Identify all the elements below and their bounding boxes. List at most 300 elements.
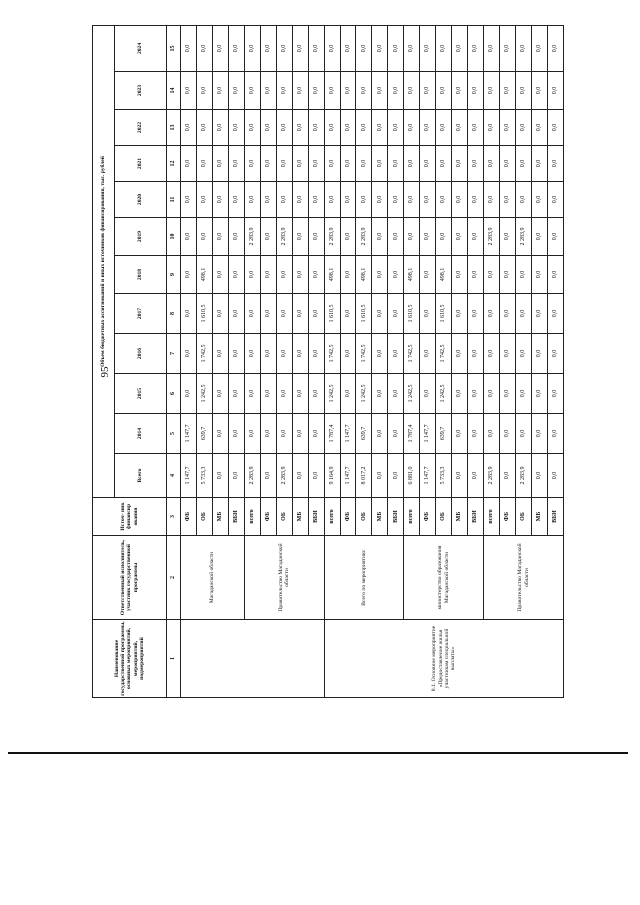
value-cell: 0,0 xyxy=(500,110,516,146)
value-cell: 0,0 xyxy=(244,334,260,374)
value-cell: 0,0 xyxy=(228,182,244,218)
value-cell: 639,7 xyxy=(196,414,212,454)
value-cell: 6 881,0 xyxy=(404,454,420,498)
value-cell: 0,0 xyxy=(276,146,292,182)
value-cell: 0,0 xyxy=(308,25,324,71)
value-cell: 0,0 xyxy=(500,334,516,374)
value-cell: 0,0 xyxy=(212,25,228,71)
value-cell: 0,0 xyxy=(388,294,404,334)
value-cell: 0,0 xyxy=(181,218,197,256)
value-cell: 0,0 xyxy=(388,256,404,294)
value-cell: 0,0 xyxy=(531,146,547,182)
value-cell: 0,0 xyxy=(531,334,547,374)
value-cell: 0,0 xyxy=(308,256,324,294)
value-cell: 0,0 xyxy=(468,146,484,182)
value-cell: 0,0 xyxy=(404,72,420,110)
executor-cell: Всего по мероприятию: xyxy=(324,536,404,620)
value-cell: 2 283,9 xyxy=(516,218,532,256)
value-cell: 0,0 xyxy=(452,454,468,498)
value-cell: 0,0 xyxy=(260,334,276,374)
value-cell: 0,0 xyxy=(324,110,340,146)
value-cell: 0,0 xyxy=(516,374,532,414)
value-cell: 0,0 xyxy=(388,218,404,256)
value-cell: 0,0 xyxy=(228,146,244,182)
executor-cell: министерство образования Магаданской области xyxy=(404,536,484,620)
value-cell: 0,0 xyxy=(468,256,484,294)
source-cell: ВБИ xyxy=(547,498,563,536)
value-cell: 0,0 xyxy=(388,110,404,146)
value-cell: 0,0 xyxy=(212,454,228,498)
value-cell: 0,0 xyxy=(436,146,452,182)
value-cell: 1 242,5 xyxy=(404,374,420,414)
value-cell: 0,0 xyxy=(196,110,212,146)
index-cell-2: 2 xyxy=(167,536,181,620)
value-cell: 2 283,9 xyxy=(276,218,292,256)
header-year-5: 2018 xyxy=(115,256,167,294)
value-cell: 9 164,9 xyxy=(324,454,340,498)
activity-name-cell xyxy=(181,620,325,698)
value-cell: 0,0 xyxy=(484,25,500,71)
value-cell: 0,0 xyxy=(292,414,308,454)
value-cell: 0,0 xyxy=(228,294,244,334)
value-cell: 0,0 xyxy=(531,256,547,294)
value-cell: 0,0 xyxy=(276,374,292,414)
value-cell: 0,0 xyxy=(420,218,436,256)
value-cell: 0,0 xyxy=(228,374,244,414)
value-cell: 0,0 xyxy=(308,454,324,498)
value-cell: 0,0 xyxy=(372,374,388,414)
source-cell: всего xyxy=(324,498,340,536)
source-cell: ОБ xyxy=(436,498,452,536)
table-row xyxy=(484,25,500,697)
value-cell: 0,0 xyxy=(308,374,324,414)
value-cell: 0,0 xyxy=(244,146,260,182)
value-cell: 0,0 xyxy=(340,256,356,294)
value-cell: 0,0 xyxy=(340,146,356,182)
value-cell: 2 283,9 xyxy=(484,454,500,498)
header-year-11: 2024 xyxy=(115,25,167,71)
value-cell: 0,0 xyxy=(531,72,547,110)
value-cell: 0,0 xyxy=(500,25,516,71)
value-cell: 0,0 xyxy=(372,256,388,294)
source-cell: МБ xyxy=(292,498,308,536)
value-cell: 498,1 xyxy=(196,256,212,294)
value-cell: 0,0 xyxy=(516,25,532,71)
value-cell: 0,0 xyxy=(340,182,356,218)
index-cell-1: 1 xyxy=(167,620,181,698)
value-cell: 0,0 xyxy=(484,146,500,182)
value-cell: 2 283,9 xyxy=(244,454,260,498)
value-cell: 0,0 xyxy=(420,334,436,374)
value-cell: 0,0 xyxy=(324,182,340,218)
value-cell: 0,0 xyxy=(181,146,197,182)
value-cell: 0,0 xyxy=(547,334,563,374)
value-cell: 0,0 xyxy=(276,256,292,294)
index-cell-14: 14 xyxy=(167,72,181,110)
value-cell: 0,0 xyxy=(276,72,292,110)
value-cell: 0,0 xyxy=(452,374,468,414)
value-cell: 0,0 xyxy=(324,25,340,71)
value-cell: 0,0 xyxy=(181,256,197,294)
value-cell: 0,0 xyxy=(547,218,563,256)
page-number-text: 95 xyxy=(99,366,111,378)
value-cell: 0,0 xyxy=(516,294,532,334)
value-cell: 498,1 xyxy=(404,256,420,294)
value-cell: 0,0 xyxy=(547,182,563,218)
source-cell: МБ xyxy=(372,498,388,536)
value-cell: 0,0 xyxy=(276,110,292,146)
value-cell: 0,0 xyxy=(228,454,244,498)
value-cell: 0,0 xyxy=(308,414,324,454)
value-cell: 0,0 xyxy=(452,110,468,146)
value-cell: 0,0 xyxy=(404,146,420,182)
value-cell: 0,0 xyxy=(276,25,292,71)
value-cell: 0,0 xyxy=(244,182,260,218)
value-cell: 0,0 xyxy=(500,72,516,110)
value-cell: 0,0 xyxy=(340,334,356,374)
value-cell: 0,0 xyxy=(484,110,500,146)
value-cell: 0,0 xyxy=(308,182,324,218)
value-cell: 0,0 xyxy=(308,110,324,146)
header-year-0: Всего xyxy=(115,454,167,498)
value-cell: 0,0 xyxy=(212,256,228,294)
header-source-column: Источ- ник финансир ования xyxy=(93,498,167,536)
value-cell: 1 610,5 xyxy=(404,294,420,334)
value-cell: 0,0 xyxy=(547,25,563,71)
value-cell: 0,0 xyxy=(516,334,532,374)
value-cell: 0,0 xyxy=(292,256,308,294)
index-cell-15: 15 xyxy=(167,25,181,71)
value-cell: 0,0 xyxy=(212,374,228,414)
value-cell: 1 242,5 xyxy=(324,374,340,414)
value-cell: 0,0 xyxy=(260,294,276,334)
value-cell: 0,0 xyxy=(388,25,404,71)
value-cell: 0,0 xyxy=(212,146,228,182)
value-cell: 0,0 xyxy=(484,294,500,334)
value-cell: 2 283,9 xyxy=(276,454,292,498)
value-cell: 0,0 xyxy=(388,334,404,374)
value-cell: 0,0 xyxy=(516,256,532,294)
value-cell: 0,0 xyxy=(372,454,388,498)
index-cell-12: 12 xyxy=(167,146,181,182)
source-cell: ОБ xyxy=(516,498,532,536)
value-cell: 498,1 xyxy=(436,256,452,294)
value-cell: 0,0 xyxy=(244,25,260,71)
header-year-3: 2016 xyxy=(115,334,167,374)
value-cell: 0,0 xyxy=(372,146,388,182)
index-cell-9: 9 xyxy=(167,256,181,294)
value-cell: 498,1 xyxy=(356,256,372,294)
value-cell: 0,0 xyxy=(531,25,547,71)
value-cell: 0,0 xyxy=(516,146,532,182)
value-cell: 1 147,7 xyxy=(340,454,356,498)
value-cell: 0,0 xyxy=(484,414,500,454)
value-cell: 0,0 xyxy=(547,414,563,454)
table-row xyxy=(244,25,260,697)
value-cell: 5 733,3 xyxy=(196,454,212,498)
value-cell: 0,0 xyxy=(468,454,484,498)
value-cell: 0,0 xyxy=(181,294,197,334)
value-cell: 5 733,3 xyxy=(436,454,452,498)
value-cell: 0,0 xyxy=(452,25,468,71)
value-cell: 0,0 xyxy=(500,218,516,256)
value-cell: 0,0 xyxy=(181,25,197,71)
value-cell: 0,0 xyxy=(436,182,452,218)
index-cell-5: 5 xyxy=(167,414,181,454)
value-cell: 0,0 xyxy=(452,334,468,374)
value-cell: 1 610,5 xyxy=(324,294,340,334)
value-cell: 0,0 xyxy=(356,25,372,71)
header-executor-column: Ответственный исполнитель, участник государственной программы xyxy=(93,536,167,620)
value-cell: 0,0 xyxy=(244,374,260,414)
value-cell: 0,0 xyxy=(228,72,244,110)
executor-cell: Магаданской области xyxy=(181,536,245,620)
value-cell: 0,0 xyxy=(276,414,292,454)
value-cell: 0,0 xyxy=(308,72,324,110)
value-cell: 0,0 xyxy=(372,218,388,256)
value-cell: 0,0 xyxy=(276,182,292,218)
value-cell: 0,0 xyxy=(404,218,420,256)
value-cell: 0,0 xyxy=(292,146,308,182)
value-cell: 0,0 xyxy=(452,72,468,110)
value-cell: 0,0 xyxy=(500,256,516,294)
value-cell: 0,0 xyxy=(356,182,372,218)
value-cell: 0,0 xyxy=(260,182,276,218)
value-cell: 0,0 xyxy=(420,256,436,294)
value-cell: 0,0 xyxy=(356,72,372,110)
value-cell: 0,0 xyxy=(196,25,212,71)
value-cell: 0,0 xyxy=(244,294,260,334)
value-cell: 0,0 xyxy=(212,218,228,256)
value-cell: 2 283,9 xyxy=(244,218,260,256)
value-cell: 0,0 xyxy=(260,72,276,110)
value-cell: 0,0 xyxy=(531,454,547,498)
source-cell: ВБИ xyxy=(308,498,324,536)
value-cell: 0,0 xyxy=(212,414,228,454)
source-cell: ФБ xyxy=(181,498,197,536)
table-row xyxy=(404,25,420,697)
activity-name-cell: 8.1. Основное мероприятие «Предоставление жилья участникам специальной выплаты» xyxy=(324,620,563,698)
value-cell: 639,7 xyxy=(356,414,372,454)
source-cell: ОБ xyxy=(196,498,212,536)
value-cell: 0,0 xyxy=(500,414,516,454)
source-cell: ФБ xyxy=(340,498,356,536)
value-cell: 0,0 xyxy=(468,334,484,374)
source-cell: МБ xyxy=(531,498,547,536)
value-cell: 1 147,7 xyxy=(420,454,436,498)
value-cell: 0,0 xyxy=(404,182,420,218)
index-cell-13: 13 xyxy=(167,110,181,146)
value-cell: 8 017,2 xyxy=(356,454,372,498)
value-cell: 0,0 xyxy=(516,110,532,146)
value-cell: 0,0 xyxy=(531,218,547,256)
header-year-1: 2014 xyxy=(115,414,167,454)
value-cell: 0,0 xyxy=(531,374,547,414)
value-cell: 1 610,5 xyxy=(436,294,452,334)
value-cell: 0,0 xyxy=(388,454,404,498)
value-cell: 0,0 xyxy=(404,25,420,71)
value-cell: 0,0 xyxy=(340,72,356,110)
value-cell: 0,0 xyxy=(324,72,340,110)
value-cell: 0,0 xyxy=(516,414,532,454)
value-cell: 0,0 xyxy=(388,374,404,414)
value-cell: 0,0 xyxy=(196,146,212,182)
value-cell: 0,0 xyxy=(436,25,452,71)
value-cell: 0,0 xyxy=(531,414,547,454)
value-cell: 0,0 xyxy=(372,72,388,110)
value-cell: 0,0 xyxy=(420,182,436,218)
value-cell: 1 147,7 xyxy=(340,414,356,454)
source-cell: ФБ xyxy=(260,498,276,536)
value-cell: 0,0 xyxy=(500,374,516,414)
value-cell: 0,0 xyxy=(468,182,484,218)
value-cell: 0,0 xyxy=(212,182,228,218)
value-cell: 0,0 xyxy=(468,414,484,454)
value-cell: 1 242,5 xyxy=(196,374,212,414)
value-cell: 0,0 xyxy=(516,72,532,110)
value-cell: 498,1 xyxy=(324,256,340,294)
value-cell: 0,0 xyxy=(468,374,484,414)
value-cell: 0,0 xyxy=(547,454,563,498)
value-cell: 2 283,9 xyxy=(516,454,532,498)
value-cell: 0,0 xyxy=(372,25,388,71)
value-cell: 0,0 xyxy=(212,294,228,334)
value-cell: 0,0 xyxy=(388,72,404,110)
source-cell: всего xyxy=(484,498,500,536)
value-cell: 1 787,4 xyxy=(404,414,420,454)
value-cell: 1 242,5 xyxy=(436,374,452,414)
value-cell: 0,0 xyxy=(340,110,356,146)
value-cell: 0,0 xyxy=(531,294,547,334)
value-cell: 0,0 xyxy=(260,25,276,71)
value-cell: 0,0 xyxy=(468,72,484,110)
value-cell: 0,0 xyxy=(292,294,308,334)
value-cell: 0,0 xyxy=(181,374,197,414)
value-cell: 2 283,9 xyxy=(324,218,340,256)
header-year-10: 2023 xyxy=(115,72,167,110)
value-cell: 0,0 xyxy=(308,218,324,256)
value-cell: 0,0 xyxy=(292,218,308,256)
value-cell: 0,0 xyxy=(212,334,228,374)
value-cell: 2 283,9 xyxy=(356,218,372,256)
value-cell: 0,0 xyxy=(500,146,516,182)
value-cell: 0,0 xyxy=(228,256,244,294)
value-cell: 0,0 xyxy=(420,294,436,334)
value-cell: 0,0 xyxy=(420,110,436,146)
executor-cell: Правительство Магаданской области xyxy=(244,536,324,620)
value-cell: 1 742,5 xyxy=(196,334,212,374)
value-cell: 0,0 xyxy=(260,256,276,294)
value-cell: 0,0 xyxy=(292,334,308,374)
value-cell: 0,0 xyxy=(484,334,500,374)
value-cell: 0,0 xyxy=(228,218,244,256)
value-cell: 0,0 xyxy=(452,294,468,334)
value-cell: 0,0 xyxy=(212,72,228,110)
source-cell: ВБИ xyxy=(388,498,404,536)
value-cell: 0,0 xyxy=(468,294,484,334)
value-cell: 0,0 xyxy=(292,25,308,71)
source-cell: всего xyxy=(244,498,260,536)
value-cell: 0,0 xyxy=(372,110,388,146)
value-cell: 0,0 xyxy=(308,146,324,182)
header-year-8: 2021 xyxy=(115,146,167,182)
value-cell: 1 147,7 xyxy=(181,454,197,498)
value-cell: 0,0 xyxy=(276,294,292,334)
value-cell: 0,0 xyxy=(181,334,197,374)
source-cell: ФБ xyxy=(420,498,436,536)
value-cell: 0,0 xyxy=(468,25,484,71)
value-cell: 0,0 xyxy=(372,414,388,454)
value-cell: 0,0 xyxy=(500,182,516,218)
executor-cell: Правительство Магаданской области xyxy=(484,536,564,620)
header-year-9: 2022 xyxy=(115,110,167,146)
footer-rule xyxy=(8,752,628,754)
source-cell: МБ xyxy=(452,498,468,536)
header-name-column: Наименование государственной программы, основных мероприятий, мероприятий, подмероприятий xyxy=(93,620,167,698)
value-cell: 0,0 xyxy=(452,218,468,256)
financing-table-region xyxy=(92,26,564,698)
value-cell: 1 610,5 xyxy=(356,294,372,334)
value-cell: 0,0 xyxy=(292,110,308,146)
value-cell: 0,0 xyxy=(244,72,260,110)
value-cell: 0,0 xyxy=(181,182,197,218)
value-cell: 0,0 xyxy=(181,72,197,110)
header-year-2: 2015 xyxy=(115,374,167,414)
index-cell-11: 11 xyxy=(167,182,181,218)
value-cell: 1 742,5 xyxy=(356,334,372,374)
index-cell-7: 7 xyxy=(167,334,181,374)
value-cell: 0,0 xyxy=(388,146,404,182)
index-cell-4: 4 xyxy=(167,454,181,498)
value-cell: 0,0 xyxy=(468,110,484,146)
value-cell: 0,0 xyxy=(484,256,500,294)
value-cell: 0,0 xyxy=(260,454,276,498)
value-cell: 0,0 xyxy=(484,374,500,414)
value-cell: 0,0 xyxy=(228,25,244,71)
value-cell: 0,0 xyxy=(212,110,228,146)
value-cell: 1 147,7 xyxy=(420,414,436,454)
value-cell: 0,0 xyxy=(181,110,197,146)
value-cell: 0,0 xyxy=(468,218,484,256)
value-cell: 0,0 xyxy=(388,182,404,218)
value-cell: 0,0 xyxy=(244,110,260,146)
table-row xyxy=(324,25,340,697)
index-cell-10: 10 xyxy=(167,218,181,256)
value-cell: 0,0 xyxy=(356,110,372,146)
value-cell: 0,0 xyxy=(547,110,563,146)
value-cell: 0,0 xyxy=(420,146,436,182)
financing-table xyxy=(92,25,564,698)
value-cell: 0,0 xyxy=(292,182,308,218)
value-cell: 1 742,5 xyxy=(436,334,452,374)
index-cell-8: 8 xyxy=(167,294,181,334)
value-cell: 0,0 xyxy=(547,256,563,294)
value-cell: 0,0 xyxy=(547,294,563,334)
value-cell: 0,0 xyxy=(260,414,276,454)
value-cell: 0,0 xyxy=(547,146,563,182)
value-cell: 0,0 xyxy=(452,146,468,182)
value-cell: 0,0 xyxy=(196,218,212,256)
header-year-4: 2017 xyxy=(115,294,167,334)
value-cell: 0,0 xyxy=(260,374,276,414)
value-cell: 0,0 xyxy=(292,454,308,498)
value-cell: 0,0 xyxy=(244,256,260,294)
value-cell: 1 147,7 xyxy=(181,414,197,454)
value-cell: 0,0 xyxy=(436,218,452,256)
value-cell: 0,0 xyxy=(340,294,356,334)
header-volume: Объем бюджетных ассигнований и иных источников финансирования, тыс. рублей xyxy=(93,25,115,497)
value-cell: 0,0 xyxy=(308,334,324,374)
